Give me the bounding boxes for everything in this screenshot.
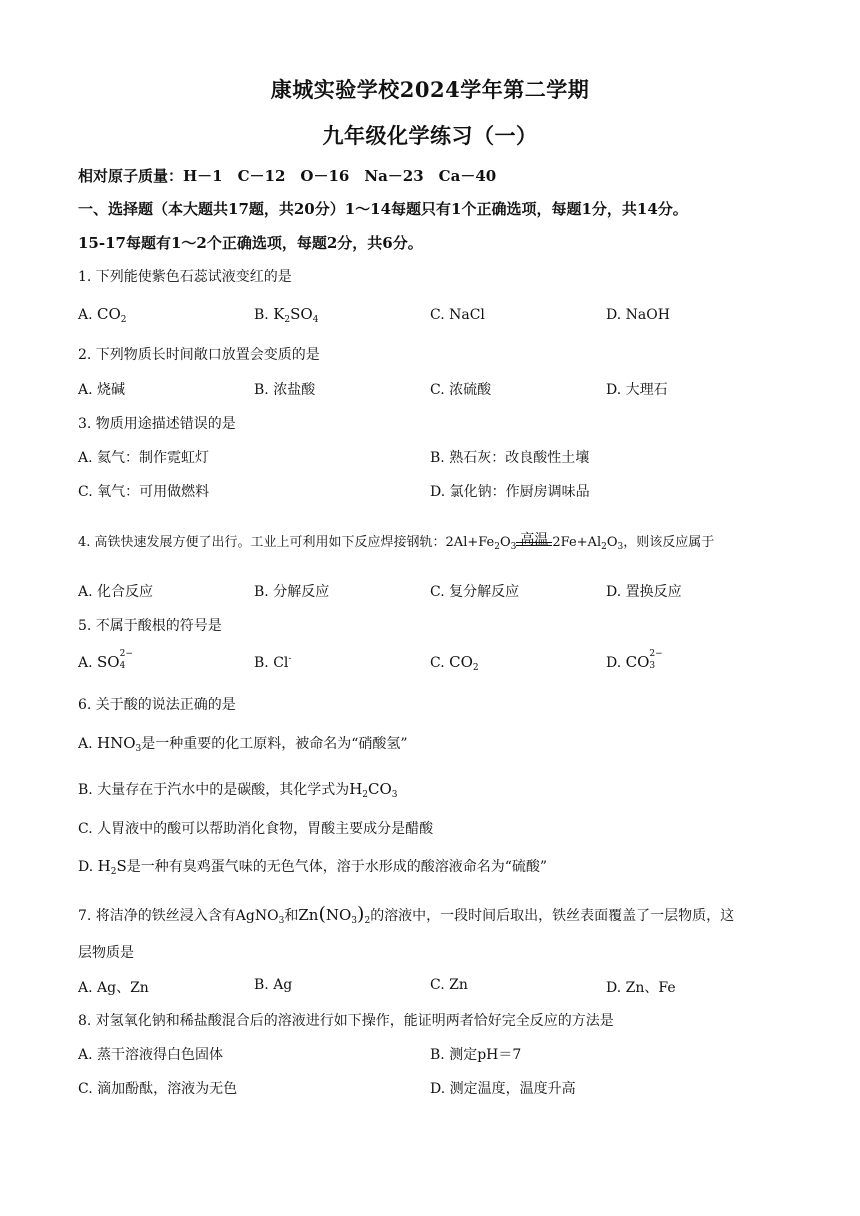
question-5-stem: 5. 不属于酸根的符号是 [78,618,222,634]
question-3-option-d: D. 氯化钠：作厨房调味品 [430,484,590,500]
question-4-option-d: D. 置换反应 [606,584,682,600]
page-subtitle: 九年级化学练习（一） [322,123,538,148]
question-1-option-d: D. NaOH [606,307,670,323]
question-7-option-a: A. Ag、Zn [78,980,149,996]
question-5-option-a: A. SO 2− 4 [78,649,133,671]
question-3-option-a: A. 氦气：制作霓虹灯 [78,450,210,466]
section-heading-2: 15-17每题有1～2个正确选项，每题2分，共6分。 [78,234,423,252]
question-1-option-b: B. $K_2SO_4$ [254,305,319,325]
question-2-option-d: D. 大理石 [606,382,668,398]
question-2-option-a: A. 烧碱 [78,382,126,398]
question-8-option-a: A. 蒸干溶液得白色固体 [78,1047,224,1063]
question-5-option-c: C. $CO_2$ [430,653,479,673]
question-6-option-b: B. 大量存在于汽水中的是碳酸，其化学式为$H_2CO_3$ [78,780,398,800]
question-3-option-c: C. 氧气：可用做燃料 [78,484,210,500]
question-4-option-c: C. 复分解反应 [430,584,520,600]
question-7-option-d: D. Zn、Fe [606,980,676,996]
page-title: 康城实验学校2024学年第二学期 [270,77,590,102]
question-7-stem-line-2: 层物质是 [78,945,134,961]
atomic-mass-line: 相对原子质量：H－1 C－12 O－16 Na－23 Ca－40 [78,167,497,185]
question-3-stem: 3. 物质用途描述错误的是 [78,416,236,432]
question-7-stem: 7. 将洁净的铁丝浸入含有AgNO$_3$和$Zn(NO_3)_2$的溶液中，一段时间后取出，铁丝表面覆盖了一层物质，这 [78,903,735,926]
question-6-option-a: A. $HNO_3$是一种重要的化工原料，被命名为“硝酸氢” [78,734,408,754]
question-4-option-b: B. 分解反应 [254,584,330,600]
question-4-stem: 4. 高铁快速发展方便了出行。工业上可利用如下反应焊接钢轨：$2Al+Fe_2O_3$ 高温 $2Fe+Al_2O_3$，则该反应属于 [78,532,715,552]
question-8-option-b: B. 测定pH＝7 [430,1047,522,1063]
question-8-option-d: D. 测定温度，温度升高 [430,1081,576,1097]
question-8-stem: 8. 对氢氧化钠和稀盐酸混合后的溶液进行如下操作，能证明两者恰好完全反应的方法是 [78,1013,614,1029]
question-7-option-c: C. Zn [430,977,468,993]
question-2-option-c: C. 浓硫酸 [430,382,492,398]
question-5-option-d: D. CO 2− 3 [606,649,663,671]
question-3-option-b: B. 熟石灰：改良酸性土壤 [430,450,590,466]
question-2-option-b: B. 浓盐酸 [254,382,316,398]
question-1-stem: 1. 下列能使紫色石蕊试液变红的是 [78,269,292,285]
question-6-option-d: D. $H_2S$是一种有臭鸡蛋气味的无色气体，溶于水形成的酸溶液命名为“硫酸” [78,857,548,877]
question-2-stem: 2. 下列物质长时间敞口放置会变质的是 [78,347,320,363]
question-4-option-a: A. 化合反应 [78,584,154,600]
question-1-option-c: C. NaCl [430,307,485,323]
question-7-option-b: B. Ag [254,977,293,993]
question-1-option-a: A. $CO_2$ [78,305,127,325]
question-8-option-c: C. 滴加酚酞，溶液为无色 [78,1081,238,1097]
question-5-option-b: B. Cl- [254,654,292,671]
question-6-stem: 6. 关于酸的说法正确的是 [78,697,236,713]
question-6-option-c: C. 人胃液中的酸可以帮助消化食物，胃酸主要成分是醋酸 [78,821,434,837]
section-heading-1: 一、选择题（本大题共17题，共20分）1～14每题只有1个正确选项，每题1分，共14分。 [78,200,688,218]
